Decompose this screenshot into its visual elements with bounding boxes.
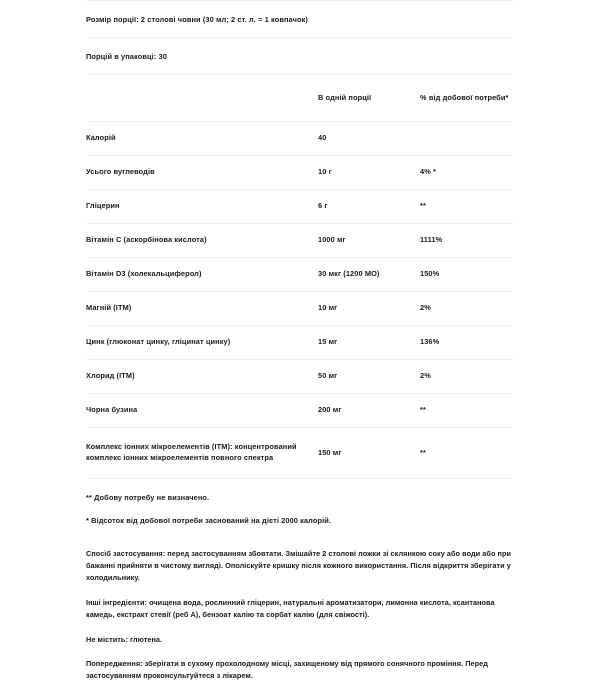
column-header-amount-per-serving: В одній порції	[318, 93, 372, 103]
nutrient-name: Усього вуглеводів	[86, 167, 155, 177]
label-paragraphs	[86, 538, 514, 682]
table-row	[86, 190, 514, 223]
nutrient-daily-value: 4% *	[420, 167, 437, 177]
serving-size-row	[86, 1, 514, 37]
nutrient-name: Хлорид (ITM)	[86, 371, 135, 381]
nutrient-daily-value: 2%	[420, 303, 431, 313]
nutrient-amount: 1000 мг	[318, 235, 346, 245]
nutrient-name: Вітамін C (аскорбінова кислота)	[86, 235, 207, 245]
other-ingredients-paragraph: Інші інгредієнти: очищена вода, рослинний гліцерин, натуральні ароматизатори, лимонна кислота, ксантанова камедь, екстракт стевії (реб A), бензоат калію та сорбат калію (для свіжості).	[86, 597, 495, 619]
table-row	[86, 394, 514, 427]
nutrient-name: Вітамін D3 (холекальциферол)	[86, 269, 202, 279]
footnote-percent-basis: * Відсоток від добової потреби заснований на дієті 2000 калорій.	[86, 515, 332, 525]
directions-paragraph: Спосіб застосування: перед застосуванням збовтати. Змішайте 2 столові ложки зі склянкою соку або води або при бажанні прийняти в чистому вигляді. Ополіскуйте кришку після кожного використання. Після відкриття зберігати у холодильнику.	[86, 549, 512, 583]
allergen-free-paragraph: Не містить: глютена.	[86, 634, 163, 644]
nutrient-daily-value: 1111%	[420, 235, 443, 245]
nutrient-amount: 15 мг	[318, 337, 338, 347]
nutrient-name: Чорна бузина	[86, 405, 138, 415]
table-row	[86, 292, 514, 325]
nutrient-daily-value: **	[420, 447, 426, 457]
nutrient-amount: 10 мг	[318, 303, 338, 313]
nutrient-name: Комплекс іонних мікроелементів (ITM): концентрований комплекс іонних мікроелементів повного спектра	[86, 442, 297, 462]
servings-per-container-row	[86, 38, 514, 74]
nutrient-amount: 10 г	[318, 167, 332, 177]
nutrient-amount: 40	[318, 133, 327, 143]
nutrient-amount: 150 мг	[318, 447, 342, 457]
table-row	[86, 224, 514, 257]
nutrient-daily-value: **	[420, 405, 426, 415]
table-row	[86, 326, 514, 359]
nutrient-daily-value: 150%	[420, 269, 440, 279]
nutrient-daily-value: 2%	[420, 371, 431, 381]
footnotes	[86, 479, 514, 526]
supplement-facts-panel	[86, 0, 514, 682]
nutrient-name: Цинк (глюконат цинку, гліцинат цинку)	[86, 337, 231, 347]
servings-per-container-text: Порцій в упаковці: 30	[86, 51, 167, 61]
nutrient-name: Магній (ITM)	[86, 303, 132, 313]
serving-size-text: Розмір порції: 2 столові човни (30 мл; 2 ст. л. = 1 ковпачок)	[86, 14, 308, 24]
table-row	[86, 258, 514, 291]
warning-paragraph: Попередження: зберігати в сухому прохолодному місці, захищеному від прямого сонячного проміння. Перед застосуванням проконсультуйтеся з лікарем.	[86, 659, 488, 681]
nutrient-name: Калорій	[86, 133, 116, 143]
column-header-percent-daily-value: % від добової потреби*	[420, 93, 509, 103]
nutrient-name: Гліцерин	[86, 201, 120, 211]
nutrient-daily-value: **	[420, 201, 426, 211]
footnote-daily-value-not-established: ** Добову потребу не визначено.	[86, 493, 210, 502]
table-header-row	[86, 75, 514, 121]
nutrient-daily-value: 136%	[420, 337, 440, 347]
nutrient-amount: 200 мг	[318, 405, 342, 415]
nutrient-amount: 50 мг	[318, 371, 338, 381]
table-row	[86, 428, 514, 478]
table-row	[86, 122, 514, 155]
table-row	[86, 156, 514, 189]
nutrient-amount: 30 мкг (1200 МО)	[318, 269, 380, 279]
table-row	[86, 360, 514, 393]
nutrient-amount: 6 г	[318, 201, 328, 211]
